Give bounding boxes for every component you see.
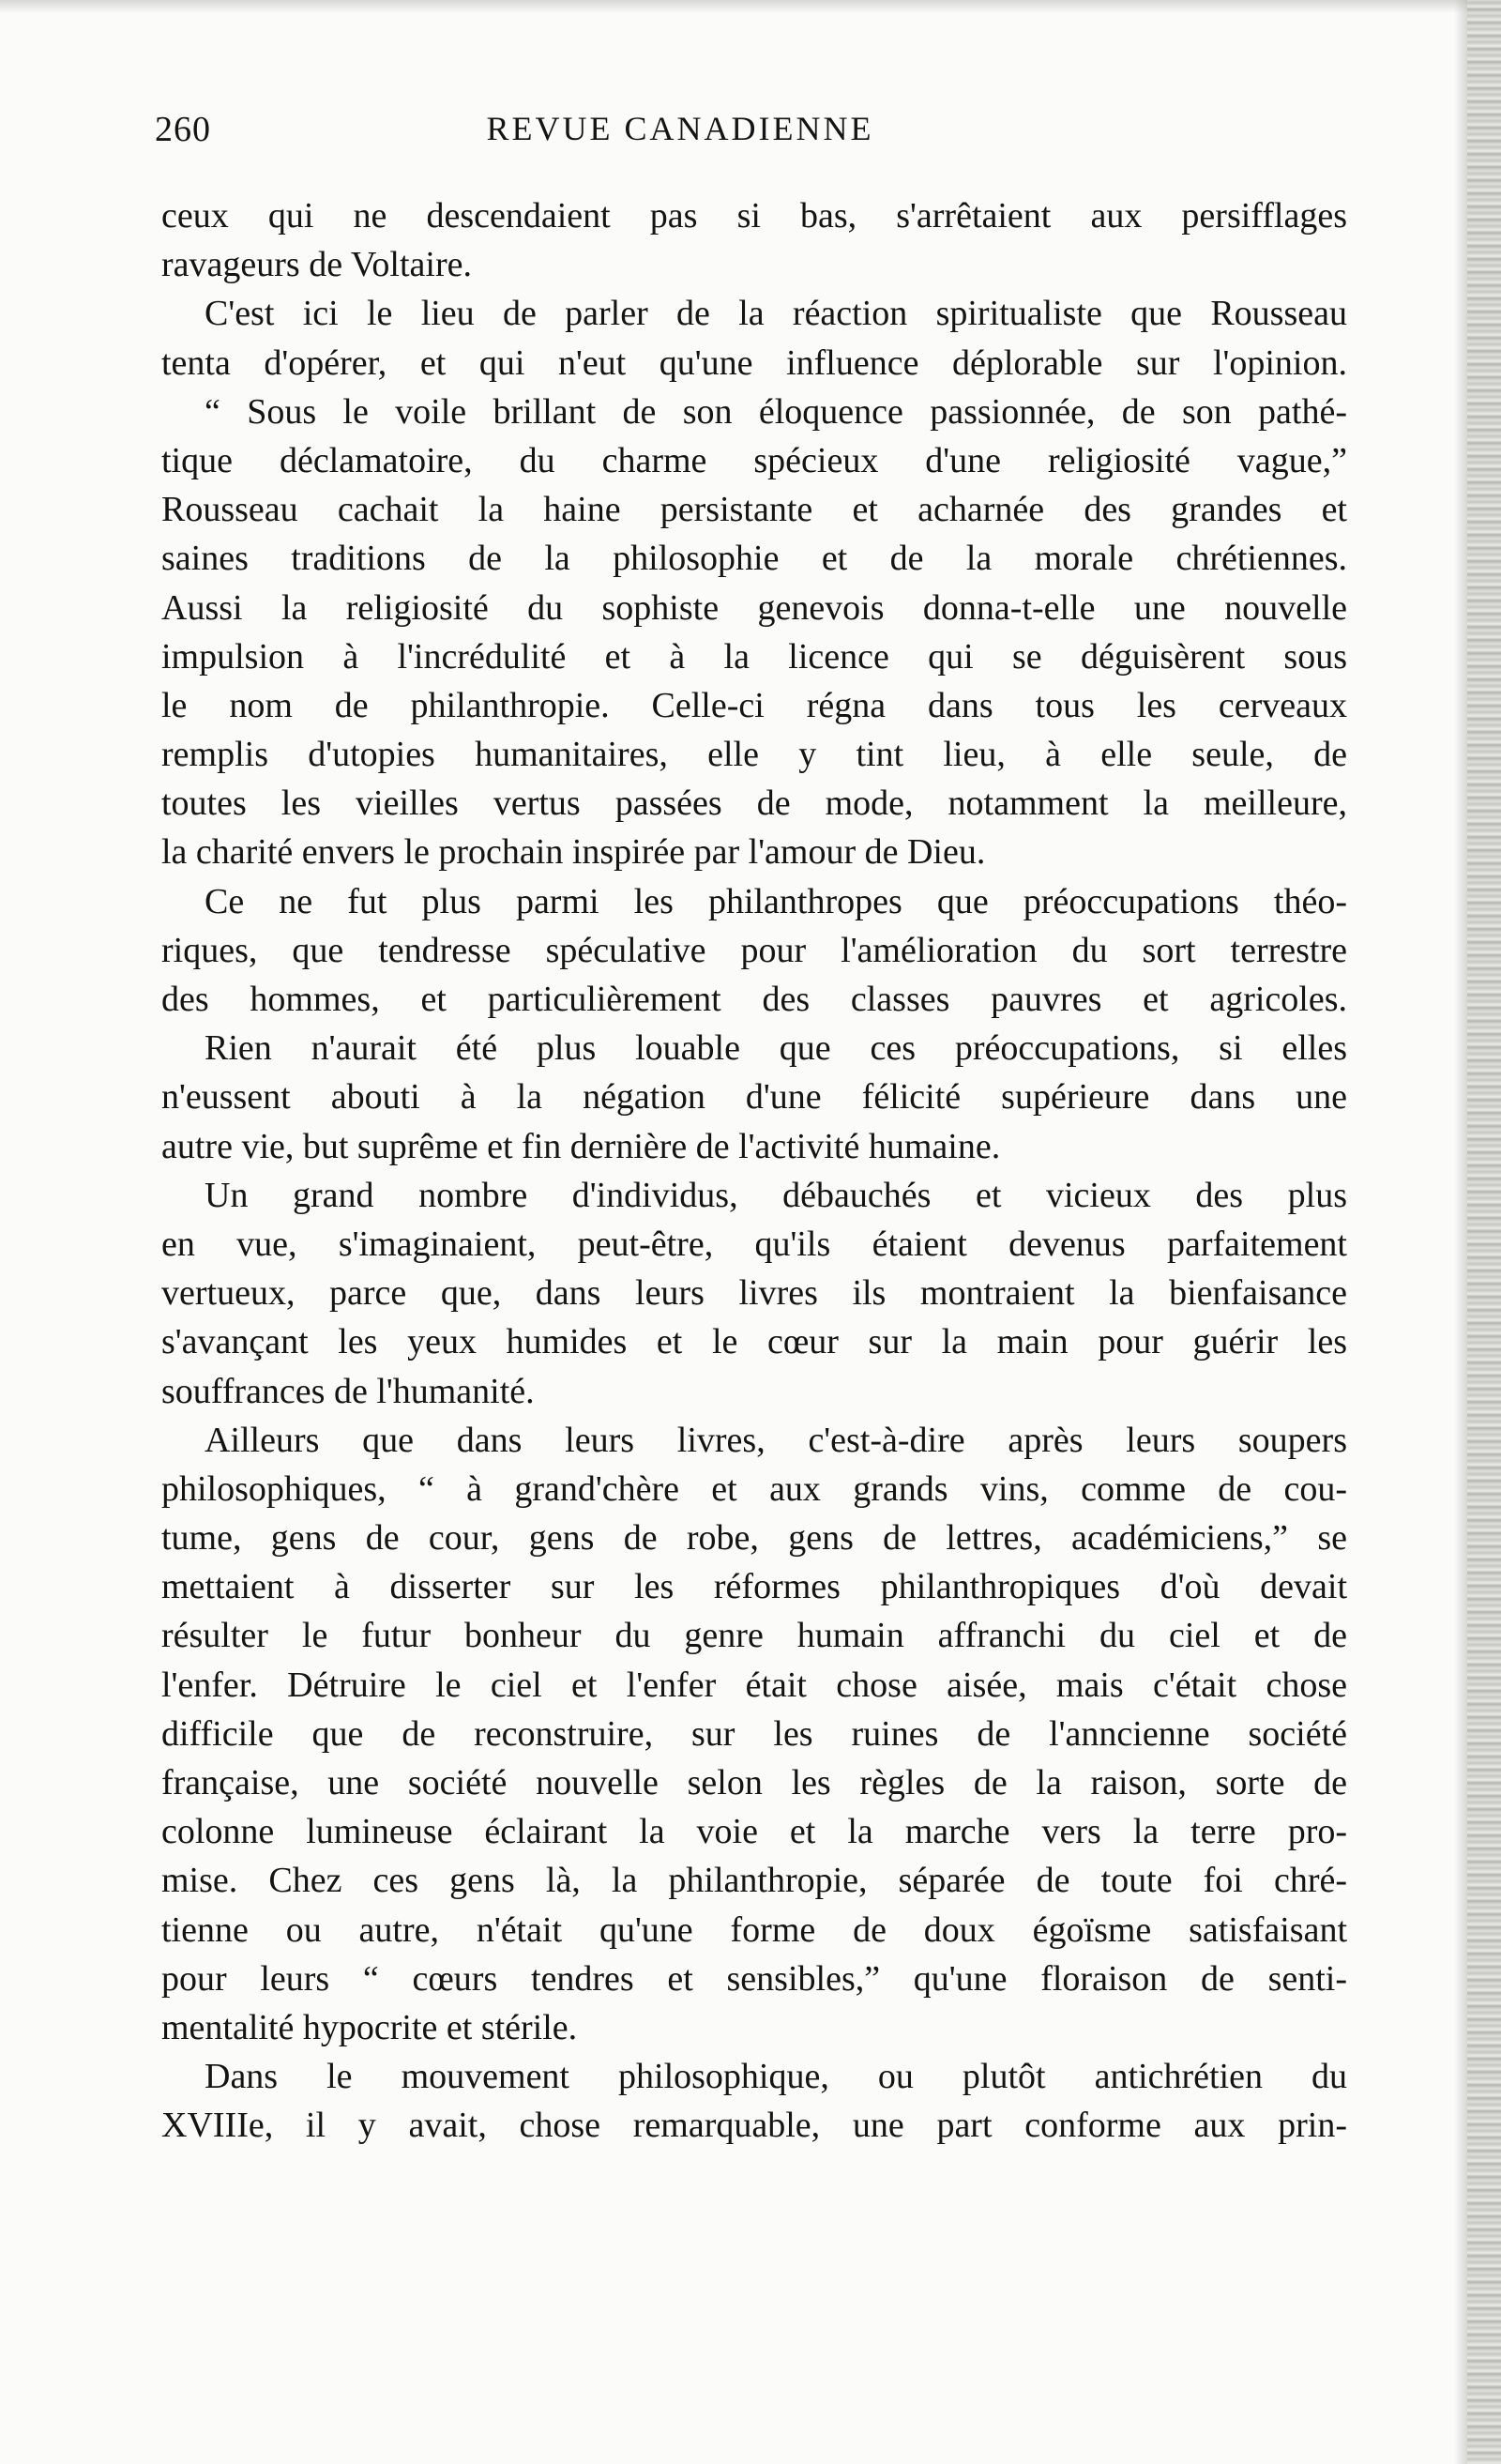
text-line: Ailleurs que dans leurs livres, c'est-à-dire après leurs soupers <box>205 1420 1347 1460</box>
text-line: des hommes, et particulièrement des classes pauvres et agricoles. <box>161 980 1347 1019</box>
text-line: ravageurs de Voltaire. <box>161 245 472 285</box>
text-line: en vue, s'imaginaient, peut-être, qu'ils étaient devenus parfaitement <box>161 1224 1347 1264</box>
text-line: l'enfer. Détruire le ciel et l'enfer était chose aisée, mais c'était chose <box>161 1665 1347 1705</box>
text-line: toutes les vieilles vertus passées de mode, notamment la meilleure, <box>161 783 1347 824</box>
text-line: n'eussent abouti à la négation d'une félicité supérieure dans une <box>161 1077 1347 1118</box>
text-line: mettaient à disserter sur les réformes philanthropiques d'où devait <box>161 1567 1347 1607</box>
scan-shadow-right <box>1454 0 1467 2464</box>
page-number: 260 <box>155 110 211 149</box>
text-line: souffrances de l'humanité. <box>161 1371 535 1411</box>
text-line: s'avançant les yeux humides et le cœur sur la main pour guérir les <box>161 1322 1347 1362</box>
text-line: riques, que tendresse spéculative pour l'amélioration du sort terrestre <box>161 930 1347 970</box>
text-line: Aussi la religiosité du sophiste genevois donna-t-elle une nouvelle <box>161 587 1347 628</box>
text-line: impulsion à l'incrédulité et à la licence qui se déguisèrent sous <box>161 636 1347 677</box>
text-line: vertueux, parce que, dans leurs livres ils montraient la bienfaisance <box>161 1273 1347 1314</box>
scan-edge-right <box>1467 0 1501 2464</box>
text-line: résulter le futur bonheur du genre humain affranchi du ciel et de <box>161 1616 1347 1656</box>
scan-shadow-top <box>0 0 1501 13</box>
text-line: colonne lumineuse éclairant la voie et la marche vers la terre pro- <box>161 1812 1347 1852</box>
text-line: Dans le mouvement philosophique, ou plutôt antichrétien du <box>205 2057 1347 2097</box>
body-text <box>161 191 1347 2151</box>
text-line: saines traditions de la philosophie et de la morale chrétiennes. <box>161 539 1347 579</box>
text-line: “ Sous le voile brillant de son éloquence passionnée, de son pathé- <box>205 391 1347 432</box>
text-line: mentalité hypocrite et stérile. <box>161 2007 578 2047</box>
text-line: tenta d'opérer, et qui n'eut qu'une influence déplorable sur l'opinion. <box>161 342 1347 383</box>
page-header <box>155 109 1365 161</box>
text-line: Un grand nombre d'individus, débauchés et vicieux des plus <box>205 1175 1347 1215</box>
text-line: XVIIIe, il y avait, chose remarquable, une part conforme aux prin- <box>161 2106 1347 2146</box>
text-line: philosophiques, “ à grand'chère et aux grands vins, comme de cou- <box>161 1468 1347 1509</box>
text-line: Ce ne fut plus parmi les philanthropes que préoccupations théo- <box>205 881 1347 921</box>
text-line: tienne ou autre, n'était qu'une forme de doux égoïsme satisfaisant <box>161 1909 1347 1950</box>
text-line: Rien n'aurait été plus louable que ces préoccupations, si elles <box>205 1028 1347 1069</box>
text-line: Rousseau cachait la haine persistante et acharnée des grandes et <box>161 490 1347 530</box>
text-line: mise. Chez ces gens là, la philanthropie, séparée de toute foi chré- <box>161 1861 1347 1901</box>
text-line: le nom de philanthropie. Celle-ci régna dans tous les cerveaux <box>161 685 1347 725</box>
running-title: REVUE CANADIENNE <box>486 110 874 147</box>
text-line: remplis d'utopies humanitaires, elle y tint lieu, à elle seule, de <box>161 735 1347 775</box>
text-line: pour leurs “ cœurs tendres et sensibles,” qu'une floraison de senti- <box>161 1958 1347 1999</box>
text-line: française, une société nouvelle selon les règles de la raison, sorte de <box>161 1763 1347 1802</box>
text-line: difficile que de reconstruire, sur les ruines de l'anncienne société <box>161 1713 1347 1754</box>
text-line: ceux qui ne descendaient pas si bas, s'arrêtaient aux persifflages <box>161 196 1347 236</box>
text-line: autre vie, but suprême et fin dernière de l'activité humaine. <box>161 1126 1001 1166</box>
text-line: tume, gens de cour, gens de robe, gens de lettres, académiciens,” se <box>161 1518 1347 1559</box>
text-line: la charité envers le prochain inspirée par l'amour de Dieu. <box>161 832 986 873</box>
text-line: tique déclamatoire, du charme spécieux d'une religiosité vague,” <box>161 440 1347 480</box>
text-line: C'est ici le lieu de parler de la réaction spiritualiste que Rousseau <box>205 294 1347 334</box>
